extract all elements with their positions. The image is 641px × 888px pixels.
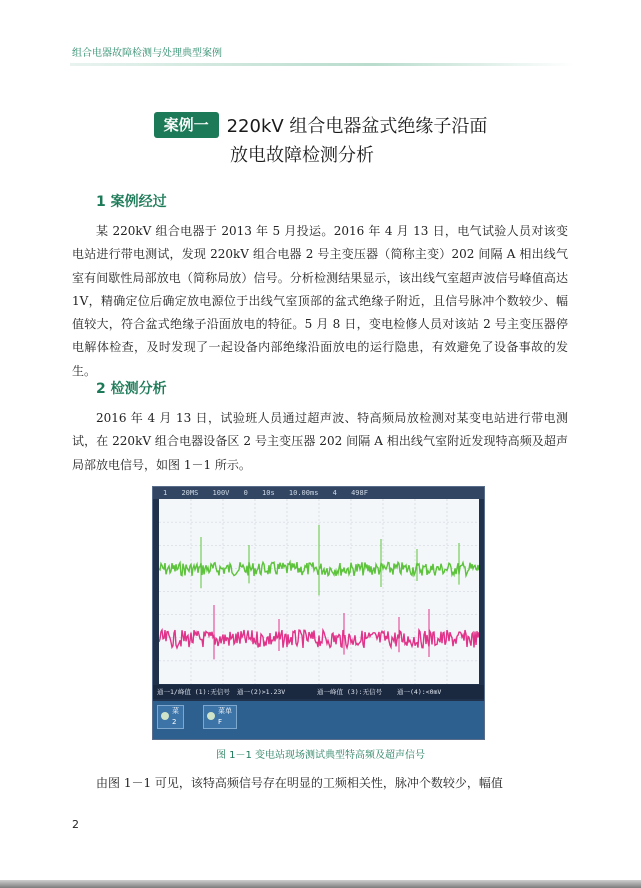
running-header: 组合电器故障检测与处理典型案例 (72, 48, 222, 59)
section-heading-2: 2 检测分析 (96, 381, 167, 397)
page-bottom-rule (0, 880, 641, 888)
section-heading-1: 1 案例经过 (96, 194, 167, 210)
section-paragraph-2: 2016 年 4 月 13 日，试验班人员通过超声波、特高频局放检测对某变电站进行带电测试，在 220kV 组合电器设备区 2 号主变压器 202 间隔 A 相出线气室附近发现特高频及超声局部放电信号，如图 1－1 所示。 (72, 411, 568, 472)
scope-softkey-2: 菜单 F (203, 705, 237, 729)
scope-top-field: 0 (243, 489, 248, 497)
scope-top-field: 100V (212, 489, 230, 497)
scope-top-field: 498F (351, 489, 368, 497)
knob-icon (161, 712, 169, 720)
closing-paragraph: 由图 1－1 可见，该特高频信号存在明显的工频相关性，脉冲个数较少，幅值 (96, 776, 503, 790)
scope-topbar (153, 487, 484, 499)
scope-plot (159, 499, 479, 684)
header-rule (70, 63, 575, 66)
case-badge: 案例一 (154, 112, 219, 138)
scope-top-field: 10.00ms (288, 489, 319, 497)
scope-status-ch4: 通一(4):<0mV (397, 688, 442, 696)
case-title-line2: 放电故障检测分析 (230, 145, 374, 166)
case-title (0, 112, 641, 138)
scope-status-ch2: 通一(2)>1.23V (237, 688, 286, 696)
case-title-line1: 220kV 组合电器盆式绝缘子沿面 (226, 116, 488, 137)
scope-top-field: 10s (262, 489, 275, 497)
section-paragraph-1: 某 220kV 组合电器于 2013 年 5 月投运。2016 年 4 月 13 日，电气试验人员对该变电站进行带电测试，发现 220kV 组合电器 2 号主变压器（简称主变）202 间隔 A 相出线气室有间歇性局部放电（简称局放）信号。分析检测结果显示，该出线气室超声波信号峰值高达 1V，精确定位后确定放电源位于出线气室顶部的盆式绝缘子附近，且信号脉冲个数较少、幅值较大，符合盆式绝缘子沿面放电的特征。5 月 8 日，变电检修人员对该站 2 号主变压器停电解体检查，及时发现了一起设备内部绝缘沿面放电的运行隐患，有效避免了设备事故的发生。 (72, 224, 568, 378)
scope-statusbar (153, 685, 484, 699)
page-number: 2 (72, 818, 79, 831)
oscilloscope-figure (152, 486, 485, 740)
scope-status-ch3: 通一峰值 (3):无信号 (317, 688, 383, 696)
scope-softkey-bar (153, 701, 484, 739)
scope-top-field: 4 (332, 489, 337, 497)
scope-top-field: 20MS (181, 489, 199, 497)
scope-status-ch1: 通一1/峰值 (1):无信号 (157, 688, 230, 696)
scope-softkey-1: 菜 2 (157, 705, 184, 729)
figure-caption: 图 1－1 变电站现场测试典型特高频及超声信号 (215, 750, 426, 761)
scope-top-field: 1 (163, 489, 168, 497)
knob-icon (207, 712, 215, 720)
